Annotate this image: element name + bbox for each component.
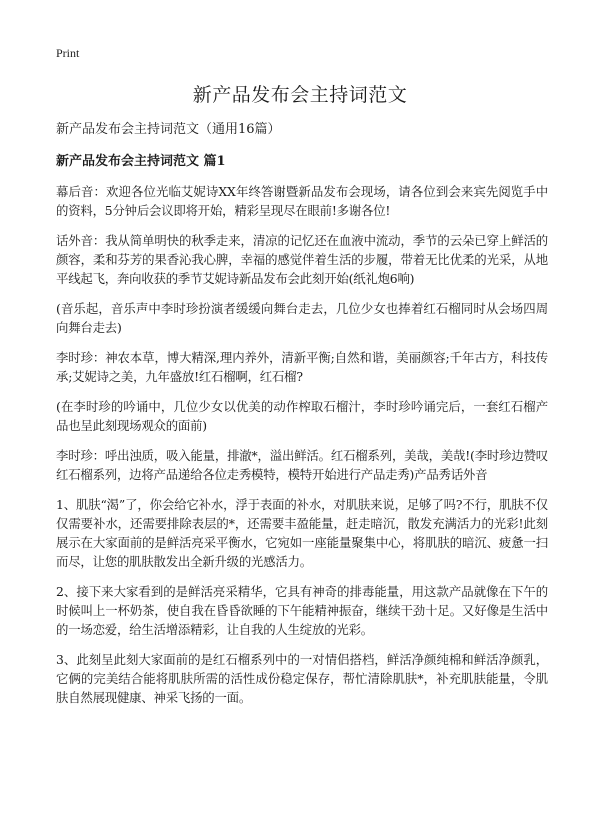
paragraph-7: 1、肌肤“渴”了，你会给它补水，浮于表面的补水，对肌肤来说，足够了吗?不行，肌肤不仅仅需要补水，还需要排除表层的*，还需要丰盈能量，赶走暗沉，散发充满活力的光彩!此刻展示在大家面前的是鲜活亮采平衡水，它宛如一座能量聚集中心，将肌肤的暗沉、疲惫一扫而尽，让您的肌肤散发出全新升级的光感活力。 bbox=[56, 497, 548, 569]
paragraph-1: 幕后音：欢迎各位光临艾妮诗XX年终答谢暨新品发布会现场，请各位到会来宾先阅览手中的资料，5分钟后会议即将开始，精彩呈现尽在眼前!多谢各位! bbox=[56, 184, 548, 218]
paragraph-6: 李时珍：呼出浊质，吸入能量，排澈*，溢出鲜活。红石榴系列，美哉，美哉!(李时珍边赞叹红石榴系列，边将产品递给各位走秀模特，模特开始进行产品走秀)产品秀话外音 bbox=[56, 448, 548, 482]
paragraph-9: 3、此刻呈此刻大家面前的是红石榴系列中的一对情侣搭档，鲜活净颜纯棉和鲜活净颜乳，它俩的完美结合能将肌肤所需的活性成份稳定保存，帮忙清除肌肤*，补充肌肤能量，令肌肤自然展现健康、神采飞扬的一面。 bbox=[56, 652, 548, 705]
paragraph-2: 话外音：我从简单明快的秋季走来，清凉的记忆还在血液中流动，季节的云朵已穿上鲜活的颜容，柔和芬芳的果香沁我心脾，幸福的感觉伴着生活的步履，带着无比优柔的光采，从地平线起飞，奔向收获的季节艾妮诗新品发布会此刻开始(纸礼炮6响) bbox=[56, 233, 548, 286]
page-title: 新产品发布会主持词范文 bbox=[192, 84, 408, 106]
paragraph-5: (在李时珍的吟诵中，几位少女以优美的动作榨取石榴汁，李时珍吟诵完后，一套红石榴产品也呈此刻现场观众的面前) bbox=[56, 399, 548, 433]
section-heading: 新产品发布会主持词范文 篇1 bbox=[56, 154, 226, 169]
document-subtitle: 新产品发布会主持词范文（通用16篇） bbox=[56, 122, 281, 137]
print-link[interactable]: Print bbox=[56, 46, 80, 60]
document-body bbox=[56, 120, 548, 718]
paragraph-4: 李时珍：神农本草，博大精深,理内养外，清新平衡;自然和谐，美丽颜容;千年古方，科技传承;艾妮诗之美，九年盛放!红石榴啊，红石榴? bbox=[56, 350, 548, 384]
paragraph-3: (音乐起，音乐声中李时珍扮演者缓缓向舞台走去，几位少女也捧着红石榴同时从会场四周向舞台走去) bbox=[56, 301, 548, 335]
paragraph-8: 2、接下来大家看到的是鲜活亮采精华，它具有神奇的排毒能量，用这款产品就像在下午的时候叫上一杯奶茶，使自我在昏昏欲睡的下午能精神振奋，继续干劲十足。又好像是生活中的一场恋爱，给生活增添精彩，让自我的人生绽放的光彩。 bbox=[56, 584, 548, 637]
